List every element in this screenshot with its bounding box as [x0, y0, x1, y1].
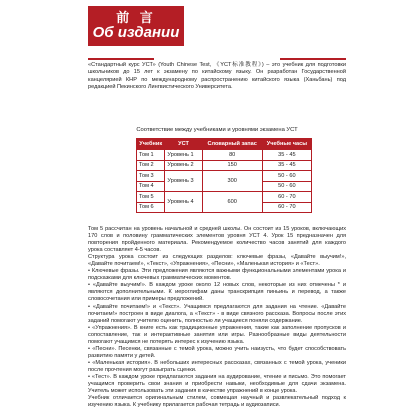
cell-yct-merged: Уровень 3 — [165, 171, 202, 192]
paragraph-learn: • «Давайте выучим!». В каждом уроке около 12 новых слов, некоторые из них отмечены * и являются дополнительными. К иероглифам даны транскрипция пиньинь и перевод, а также словосочетания или примеры предложений. — [88, 282, 346, 303]
header-rule-right — [280, 58, 346, 60]
table-row — [137, 171, 312, 182]
cell-hours: 60 - 70 — [262, 192, 311, 203]
paragraph-exercises: • «Упражнения». В книге есть как традиционные упражнения, такие как заполнение пропусков и сопоставление, так и интерактивные занятия или игры. Разнообразные виды деятельности помогают учащимся не потерять интерес к изучению языка. — [88, 324, 346, 345]
levels-table — [136, 138, 312, 213]
paragraph-story: • «Маленькая история». В небольших интересных рассказах, связанных с темой урока, ученики после прочтения могут разыграть сценки. — [88, 359, 346, 373]
cell-hours: 50 - 60 — [262, 171, 311, 182]
cell-hours: 50 - 60 — [262, 181, 311, 192]
chinese-title: 前 言 — [116, 11, 156, 26]
table-row — [137, 160, 312, 171]
cell-vocab: 80 — [202, 150, 262, 161]
cell-book: Том 5 — [137, 192, 165, 203]
header-vocab: Словарный запас — [202, 139, 262, 150]
intro-paragraph: «Стандартный курс УСТ» (Youth Chinese Test, 《YCT标准教程》) – это учебник для подготовки школьников до 15 лет к экзамену по китайскому языку. Он разработан Государственной канцелярией КНР по международному распространению китайского языка (Ханьбань) под редакцией Пекинского Лингвистического Университета. — [88, 62, 346, 91]
body-text — [88, 226, 346, 409]
header-yct: УСТ — [165, 139, 202, 150]
paragraph-test: • «Тест». В каждом уроке предлагаются задания на аудирование, чтение и письмо. Это помогает учащимся проверить свои знания и приобрести навыки, необходимые для сдачи экзамена. Учитель может использовать эти задания в качестве упражнений в конце урока. — [88, 373, 346, 395]
header-banner — [88, 6, 184, 46]
cell-hours: 35 - 45 — [262, 150, 311, 161]
header-book: Учебник — [137, 139, 165, 150]
header-hours: Учебные часы — [262, 139, 311, 150]
cell-yct-merged: Уровень 4 — [165, 192, 202, 213]
cell-book: Том 4 — [137, 181, 165, 192]
table-header-row — [137, 139, 312, 150]
cell-book: Том 2 — [137, 160, 165, 171]
table-row — [137, 192, 312, 203]
russian-title: Об издании — [92, 24, 180, 41]
paragraph-structure: Структура урока состоит из следующих разделов: ключевые фразы, «Давайте выучим!», «Давайте почитаем!», «Текст», «Упражнения», «Песни», «Маленькая история» и «Тест». — [88, 254, 346, 268]
table-row — [137, 150, 312, 161]
cell-yct: Уровень 1 — [165, 150, 202, 161]
paragraph-read-text: • «Давайте почитаем!» и «Текст». Учащимся предлагаются для задания на чтение. «Давайте почитаем!» построен в виде диалога, а «Текст» - в виде связного рассказа. Вопросы после этих заданий помогают учителю оценить, полностью ли учащиеся поняли содержание. — [88, 303, 346, 324]
paragraph-volume: Том 5 рассчитан на уровень начальной и средней школы. Он состоит из 15 уроков, включающих 170 слов и половину грамматических элементов уровня УСТ 4. Урок 15 предназначен для повторения пройденного материала. Рекомендуемое количество часов занятий для каждого урока составляет 4-5 часов. — [88, 226, 346, 254]
cell-hours: 35 - 45 — [262, 160, 311, 171]
cell-vocab-merged: 600 — [202, 192, 262, 213]
header-rule-left — [88, 58, 154, 60]
cell-hours: 60 - 70 — [262, 202, 311, 213]
cell-book: Том 6 — [137, 202, 165, 213]
paragraph-key-phrases: • Ключевые фразы. Эти предложения являются важными функциональными элементами урока и подсказками для ключевых грамматических моментов. — [88, 268, 346, 282]
cell-vocab: 150 — [202, 160, 262, 171]
table-caption: Соответствие между учебниками и уровнями экзамена УСТ — [136, 127, 298, 133]
paragraph-songs: • «Песни». Песенки, связанные с темой урока, можно учить наизусть, что будет способствовать развитию памяти у детей. — [88, 345, 346, 359]
cell-book: Том 3 — [137, 171, 165, 182]
cell-book: Том 1 — [137, 150, 165, 161]
cell-yct: Уровень 2 — [165, 160, 202, 171]
paragraph-closing: Учебник отличается оригинальным стилем, совмещая научный и развлекательный подход к изучению языка. К учебнику прилагается рабочая тетрадь и аудиозаписи. — [88, 395, 346, 409]
cell-vocab-merged: 300 — [202, 171, 262, 192]
